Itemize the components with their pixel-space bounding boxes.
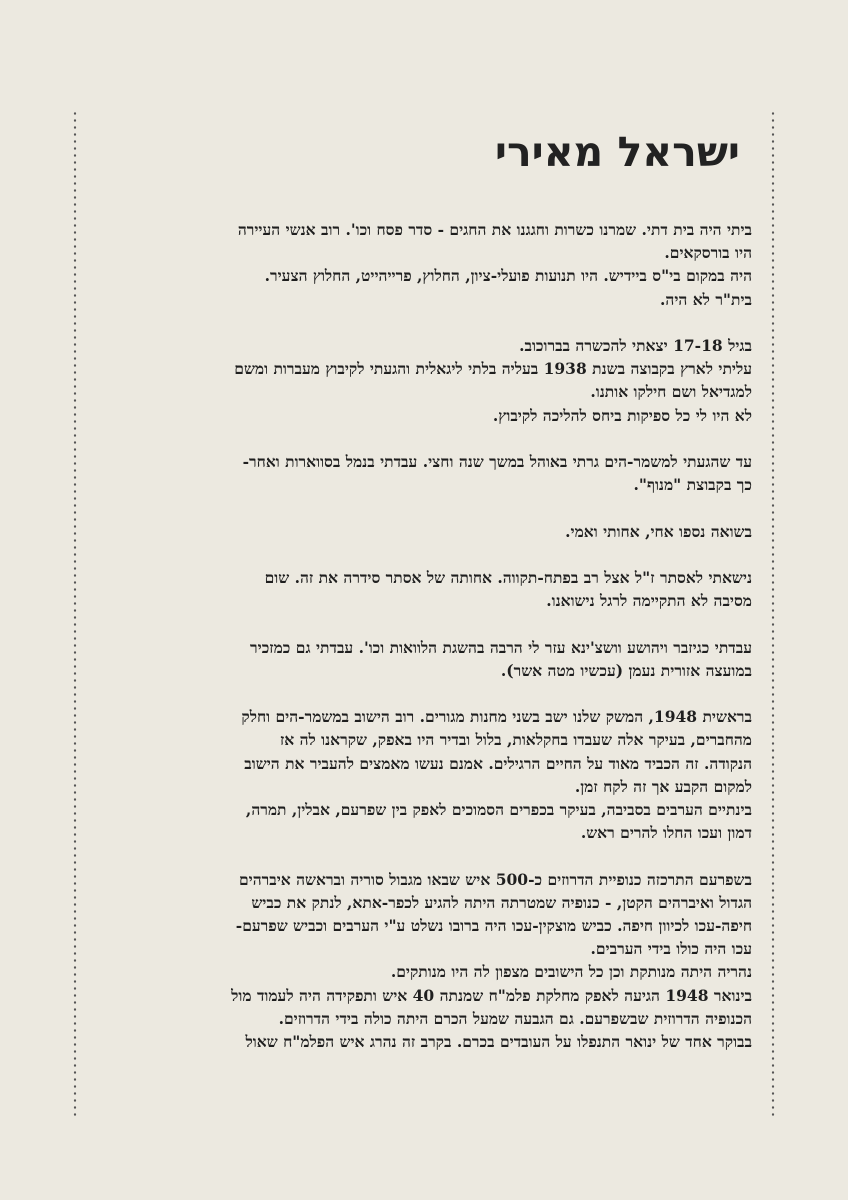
paragraph xyxy=(102,868,752,1054)
text-line: בשפרעם התרכזה כנופיית הדרוזים כ-500 איש שבאו מגבול סוריה ובראשה איברהים xyxy=(238,869,752,889)
text-line: כך בקבוצת "מנוף". xyxy=(633,475,752,495)
text-line: בינואר 1948 הגיעה לאפק מחלקת פלמ"ח שמנתה 40 איש ותפקידה היה לעמוד מול xyxy=(231,985,752,1005)
text-line: למגדיאל ושם חילקו אותנו. xyxy=(590,382,752,402)
text-line: עכו היה כולו בידי הערבים. xyxy=(590,939,752,959)
text-line: נישאתי לאסתר ז"ל אצל רב בפתח-תקווה. אחותה של אסתר סידרה את זה. שום xyxy=(264,567,752,587)
text-line: נהריה היתה מנותקת וכן כל הישובים מצפון לה היו מנותקים. xyxy=(390,962,752,982)
paragraph xyxy=(102,450,752,496)
paragraph xyxy=(102,520,752,543)
text-line: בשואה נספו אחי, אחותי ואמי. xyxy=(565,521,752,541)
paragraph xyxy=(102,334,752,427)
text-line: חיפה-עכו לכיוון חיפה. כביש מוצקין-עכו היה ברובו נשלט ע"י הערבים וכביש שפרעם- xyxy=(235,915,752,935)
dotted-border-left xyxy=(72,110,78,1120)
text-line: בינתיים הערבים בסביבה, בעיקר בכפרים הסמוכים לאפק בין שפרעם, אבלין, תמרה, xyxy=(245,799,752,819)
paragraph xyxy=(102,218,752,311)
paragraph xyxy=(102,705,752,844)
text-line: הנקודה. זה הכביד מאוד על החיים הרגילים. אמנם נעשו מאמצים להעביר את הישוב xyxy=(244,753,752,773)
document-body xyxy=(102,218,752,1053)
text-line: היה במקום בי"ס ביידיש. היו תנועות פועלי-ציון, החלוץ, פרייהייט, החלוץ הצעיר. xyxy=(264,266,752,286)
dotted-border-right xyxy=(770,110,776,1120)
text-line: עבדתי כגיזבר ויהושע וושצ'ינא עזר לי הרבה בהשגת הלוואות וכו'. עבדתי גם כמזכיר xyxy=(250,637,752,657)
text-line: בית"ר לא היה. xyxy=(660,289,752,309)
text-line: ביתי היה בית דתי. שמרנו כשרות וחגגנו את החגים - סדר פסח וכו'. רוב אנשי העיירה xyxy=(237,220,752,239)
text-line: עליתי לארץ בקבוצה בשנת 1938 בעליה בלתי ליגאלית והגעתי לקיבוץ מעברות ומשם xyxy=(234,359,752,379)
text-line: בבוקר אחד של ינואר התנפלו על העובדים בכרם. בקרב זה נהרג איש הפלמ"ח שאול xyxy=(245,1032,752,1051)
page-title: ישראל מאירי xyxy=(494,128,740,176)
text-line: עד שהגעתי למשמר-הים גרתי באוהל במשך שנה וחצי. עבדתי בנמל בסווארות ואחר- xyxy=(242,452,752,471)
text-line: בראשית 1948, המשק שלנו ישב בשני מחנות מגורים. רוב הישוב במשמר-הים וחלק xyxy=(241,707,752,727)
text-line: דמון ועכו החלו להרים ראש. xyxy=(580,823,752,843)
paragraph xyxy=(102,566,752,612)
text-line: מסיבה לא התקיימה לרגל נישואנו. xyxy=(546,591,752,611)
text-line: לא היו לי כל ספיקות ביחס להליכה לקיבוץ. xyxy=(492,405,752,425)
text-line: מהחברים, בעיקר אלה שעבדו בחקלאות, בלול ובדיר היו באפק, שקראנו לה אז xyxy=(279,730,752,750)
text-line: הכנופיה הדרוזית שבשפרעם. גם הגבעה שמעל הכרם היתה כולה בידי הדרוזים. xyxy=(278,1008,752,1028)
text-line: הגדול ואיברהים הקטן, - כנופיה שמטרתה היתה להגיע לכפר-אתא, לנתק את כביש xyxy=(251,892,752,912)
text-line: בגיל 17-18 יצאתי להכשרה בברוכוב. xyxy=(519,336,752,355)
text-line: למקום הקבע אך זה לקח זמן. xyxy=(574,776,752,796)
text-line: במועצה אזורית נעמן (עכשיו מטה אשר). xyxy=(500,660,752,680)
paragraph xyxy=(102,636,752,682)
text-line: היו בורסקאים. xyxy=(664,243,752,263)
